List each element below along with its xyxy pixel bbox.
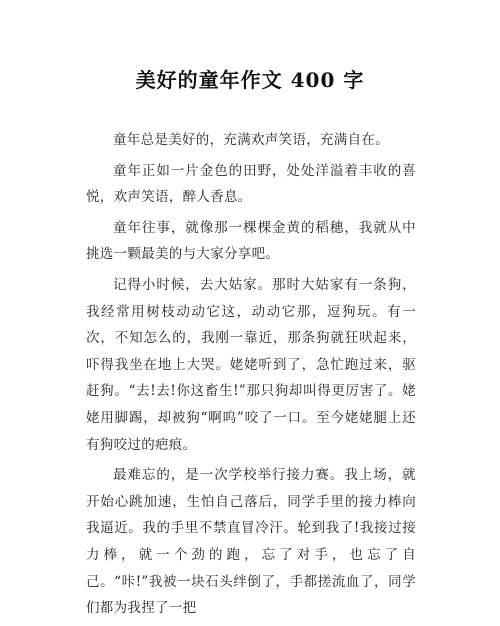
paragraph: 记得小时候，去大姑家。那时大姑家有一条狗，我经常用树枝动动它这，动动它那，逗狗玩。有一次，不知怎么的，我刚一靠近，那条狗就狂吠起来，吓得我坐在地上大哭。姥姥听到了，急忙跑过来，驱赶狗。“去!去!你这畜生!”那只狗却叫得更厉害了。姥姥用脚踢，却被狗“啊呜”咬了一口。至今姥姥腿上还有狗咬过的疤痕。	[86, 276, 416, 453]
document-title: 美好的童年作文 400 字	[135, 68, 365, 92]
paragraph: 最难忘的，是一次学校举行接力赛。我上场，就开始心跳加速，生怕自己落后，同学手里的接力棒向我逼近。我的手里不禁直冒冷汗。轮到我了!我接过接力棒，就一个劲的跑，忘了对手，也忘了自己。“咔!”我被一块石头绊倒了，手都搓流血了，同学们都为我捏了一把	[86, 467, 416, 617]
document-body	[86, 127, 416, 626]
paragraph: 童年总是美好的，充满欢声笑语，充满自在。	[113, 132, 389, 148]
paragraph: 童年往事，就像那一棵棵金黄的稻穗，我就从中挑选一颗最美的与大家分享吧。	[86, 219, 416, 263]
paragraph: 童年正如一片金色的田野，处处洋溢着丰收的喜悦，欢声笑语，醉人香息。	[86, 162, 416, 206]
